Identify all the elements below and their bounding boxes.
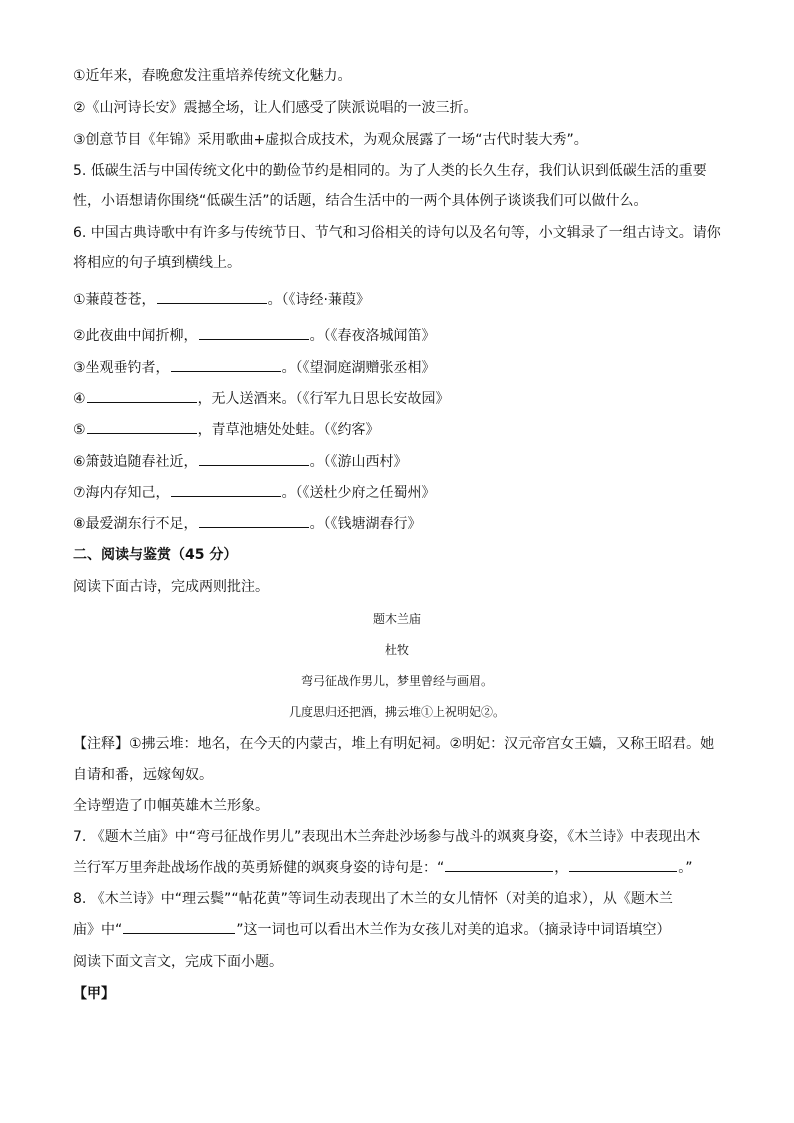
question-5-line-1: 5. 低碳生活与中国传统文化中的勤俭节约是相同的。为了人类的长久生存，我们认识到低碳生活的重要 bbox=[73, 163, 707, 179]
fill-item-2: ②此夜曲中闻折柳， 。（《春夜洛城闻笛》 bbox=[73, 328, 436, 344]
question-8-line-1: 8. 《木兰诗》中“理云鬓”“帖花黄”等词生动表现出了木兰的女儿情怀（对美的追求），从《题木兰 bbox=[73, 891, 673, 907]
fill-item-4: ④ ，无人送酒来。（《行军九日思长安故园》 bbox=[73, 391, 450, 407]
answer-blank[interactable] bbox=[199, 327, 309, 340]
answer-blank[interactable] bbox=[199, 515, 309, 528]
question-5-line-2: 性，小语想请你围绕“低碳生活”的话题，结合生活中的一两个具体例子谈谈我们可以做什么。 bbox=[73, 193, 648, 209]
annotation-line-2: 自请和番，远嫁匈奴。 bbox=[73, 767, 213, 783]
answer-blank[interactable] bbox=[87, 390, 197, 403]
classical-intro: 阅读下面文言文，完成下面小题。 bbox=[73, 954, 283, 970]
fill-item-8: ⑧最爱湖东行不足， 。（《钱塘湖春行》 bbox=[73, 516, 422, 532]
passage-jia-label: 【甲】 bbox=[73, 986, 115, 1002]
answer-blank[interactable] bbox=[569, 859, 677, 872]
answer-blank[interactable] bbox=[87, 421, 197, 434]
fill-item-7: ⑦海内存知己， 。（《送杜少府之任蜀州》 bbox=[73, 485, 436, 501]
statement-3: ③创意节目《年锦》采用歌曲+虚拟合成技术，为观众展露了一场“古代时装大秀”。 bbox=[73, 132, 588, 148]
poem-summary: 全诗塑造了巾帼英雄木兰形象。 bbox=[73, 798, 269, 814]
question-6-line-2: 将相应的句子填到横线上。 bbox=[73, 255, 241, 271]
fill-item-5: ⑤ ，青草池塘处处蛙。（《约客》 bbox=[73, 422, 380, 438]
statement-1: ①近年来，春晚愈发注重培养传统文化魅力。 bbox=[73, 68, 352, 84]
question-8-line-2: 庙》中“ ”这一词也可以看出木兰作为女孩儿对美的追求。（摘录诗中词语填空） bbox=[73, 922, 671, 938]
answer-blank[interactable] bbox=[199, 453, 309, 466]
poem-author: 杜牧 bbox=[384, 643, 409, 657]
answer-blank[interactable] bbox=[123, 921, 235, 934]
question-6-line-1: 6. 中国古典诗歌中有许多与传统节日、节气和习俗相关的诗句以及名句等，小文辑录了一组古诗文。请你 bbox=[73, 225, 721, 241]
poem-line-2: 几度思归还把酒，拂云堆①上祝明妃②。 bbox=[288, 705, 505, 719]
question-7-line-1: 7. 《题木兰庙》中“弯弓征战作男儿”表现出木兰奔赴沙场参与战斗的飒爽身姿，《木兰诗》中表现出木 bbox=[73, 829, 701, 845]
section-heading: 二、阅读与鉴赏（45 分） bbox=[73, 547, 238, 563]
answer-blank[interactable] bbox=[171, 484, 281, 497]
fill-item-6: ⑥箫鼓追随春社近， 。（《游山西村》 bbox=[73, 454, 408, 470]
section-intro: 阅读下面古诗，完成两则批注。 bbox=[73, 579, 269, 595]
poem-title: 题木兰庙 bbox=[372, 612, 421, 626]
answer-blank[interactable] bbox=[157, 291, 267, 304]
fill-item-1: ①蒹葭苍苍， 。（《诗经·蒹葭》 bbox=[73, 292, 371, 308]
question-7-line-2: 兰行军万里奔赴战场作战的英勇矫健的飒爽身姿的诗句是：“ ， 。” bbox=[73, 860, 693, 876]
answer-blank[interactable] bbox=[171, 359, 281, 372]
statement-2: ②《山河诗长安》震撼全场，让人们感受了陕派说唱的一波三折。 bbox=[73, 100, 478, 116]
annotation-line-1: 【注释】①拂云堆：地名，在今天的内蒙古，堆上有明妃祠。②明妃：汉元帝宫女王嫱，又称王昭君。她 bbox=[73, 736, 715, 752]
fill-item-3: ③坐观垂钓者， 。（《望洞庭湖赠张丞相》 bbox=[73, 360, 436, 376]
poem-line-1: 弯弓征战作男儿，梦里曾经与画眉。 bbox=[300, 674, 493, 688]
answer-blank[interactable] bbox=[445, 859, 553, 872]
